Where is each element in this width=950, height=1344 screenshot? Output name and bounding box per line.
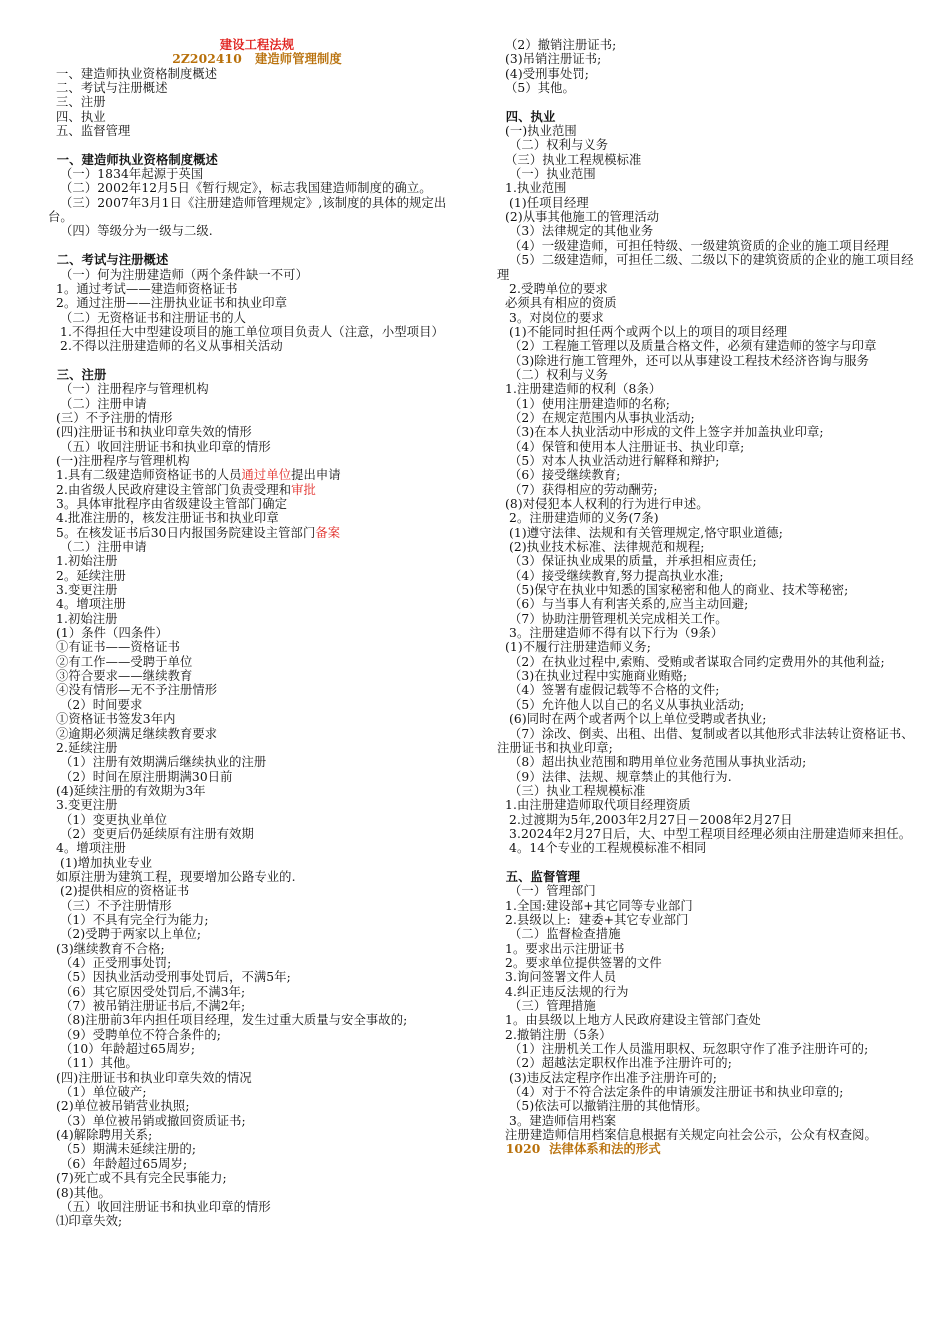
right-line: (6)同时在两个或者两个以上单位受聘或者执业; bbox=[497, 712, 767, 727]
right-line: （5)保守在执业中知悉的国家秘密和他人的商业、技术等秘密; bbox=[497, 583, 849, 598]
line-text: 5。在核发证书后30日内报国务院建设主管部门 bbox=[48, 525, 316, 540]
right-line: 2.过渡期为5年,2003年2月27日－2008年2月27日 bbox=[497, 812, 793, 827]
left-line: （一）1834年起源于英国 bbox=[48, 167, 204, 182]
highlighted-keyword: 备案 bbox=[315, 525, 341, 540]
right-line: （3)除进行施工管理外，还可以从事建设工程技术经济咨询与服务 bbox=[497, 353, 869, 368]
left-line: 1.不得担任大中型建设项目的施工单位项目负责人（注意，小型项目） bbox=[48, 324, 444, 339]
highlighted-keyword: 审批 bbox=[291, 482, 316, 497]
left-line bbox=[48, 468, 466, 482]
right-line: （二）权利与义务 bbox=[497, 138, 609, 153]
right-line: （一）管理部门 bbox=[497, 884, 596, 899]
left-line: （10）年龄超过65周岁; bbox=[48, 1042, 196, 1057]
left-line bbox=[48, 483, 466, 497]
right-line: (8)对侵犯本人权利的行为进行申述。 bbox=[497, 497, 709, 511]
left-line: (2)单位被吊销营业执照; bbox=[48, 1099, 190, 1114]
left-line: (2)提供相应的资格证书 bbox=[48, 884, 190, 899]
right-line: 2.县级以上: 建委+其它专业部门 bbox=[497, 912, 689, 927]
left-line: 一、建造师执业资格制度概述 bbox=[48, 66, 218, 81]
line-text: 1.具有二级建造师资格证书的人员 bbox=[48, 468, 242, 483]
right-line: （2）撤销注册证书; bbox=[497, 38, 617, 52]
right-line: （3)在本人执业活动中形成的文件上签字并加盖执业印章; bbox=[497, 425, 824, 440]
right-line bbox=[497, 95, 915, 109]
left-line: （五）收回注册证书和执业印章的情形 bbox=[48, 439, 271, 454]
left-line: 建设工程法规 bbox=[219, 37, 295, 52]
right-line: （三）执业工程规模标准 bbox=[497, 152, 642, 167]
right-line: 1。要求出示注册证书 bbox=[497, 941, 625, 956]
right-line: 1。由县级以上地方人民政府建设主管部门查处 bbox=[497, 1013, 761, 1028]
left-line: ②有工作——受聘于单位 bbox=[48, 654, 193, 669]
left-line: (1)增加执业专业 bbox=[48, 855, 153, 870]
left-line: （1）不具有完全行为能力; bbox=[48, 912, 209, 927]
left-line: 4.批准注册的，核发注册证书和执业印章 bbox=[48, 511, 279, 526]
right-line: （7）获得相应的劳动酬劳; bbox=[497, 482, 658, 497]
left-line: (四)注册证书和执业印章失效的情形 bbox=[48, 425, 252, 440]
left-line: （一）何为注册建造师（两个条件缺一不可） bbox=[48, 267, 308, 282]
left-line: 一、建造师执业资格制度概述 bbox=[48, 151, 218, 167]
left-line: （8)注册前3年内担任项目经理，发生过重大质量与安全事故的; bbox=[48, 1013, 408, 1028]
right-line: （5）其他。 bbox=[497, 81, 575, 96]
right-line: (一)执业范围 bbox=[497, 124, 577, 139]
left-line: 三、注册 bbox=[48, 366, 107, 382]
left-line: （2）时间要求 bbox=[48, 697, 143, 712]
right-line: 3.2024年2月27日后，大、中型工程项目经理必须由注册建造师来担任。 bbox=[497, 826, 912, 841]
right-line: 1.全国:建设部+其它同等专业部门 bbox=[497, 898, 693, 913]
left-line: ③符合要求——继续教育 bbox=[48, 669, 193, 684]
left-line: （4）正受刑事处罚; bbox=[48, 956, 172, 970]
right-line: 4。14个专业的工程规模标准不相同 bbox=[497, 841, 707, 856]
left-line: 2Z202410 建造师管理制度 bbox=[172, 51, 342, 67]
left-line bbox=[48, 138, 466, 152]
left-line: 五、监督管理 bbox=[48, 124, 131, 139]
right-line: （4）接受继续教育,努力提高执业水准; bbox=[497, 568, 724, 583]
right-line: 1.执业范围 bbox=[497, 181, 567, 196]
right-line: （1）使用注册建造师的名称; bbox=[497, 396, 670, 411]
left-line: （一）注册程序与管理机构 bbox=[48, 382, 209, 397]
left-line: 2.延续注册 bbox=[48, 740, 118, 755]
right-line: （7）涂改、倒卖、出租、出借、复制或者以其他形式非法转让资格证书、注册证书和执业印章; bbox=[497, 726, 914, 755]
right-line: 3。建造师信用档案 bbox=[497, 1113, 617, 1128]
right-line: （二）监督检查措施 bbox=[497, 927, 621, 942]
right-line: 1.由注册建造师取代项目经理资质 bbox=[497, 798, 691, 813]
left-line: （三）不予注册情形 bbox=[48, 898, 172, 913]
left-line: （6）年龄超过65周岁; bbox=[48, 1156, 188, 1171]
left-line: （5）因执业活动受刑事处罚后，不满5年; bbox=[48, 970, 291, 985]
right-line: (1)任项目经理 bbox=[497, 195, 589, 210]
right-line: 2。要求单位提供签署的文件 bbox=[497, 956, 662, 970]
right-line: （5）允许他人以自己的名义从事执业活动; bbox=[497, 697, 745, 712]
left-line: ④没有情形—无不予注册情形 bbox=[48, 683, 218, 698]
left-line: （2）变更后仍延续原有注册有效期 bbox=[48, 826, 254, 841]
right-line: 1020 法律体系和法的形式 bbox=[497, 1141, 661, 1157]
left-line: 1.初始注册 bbox=[48, 611, 118, 626]
left-line: 2。延续注册 bbox=[48, 568, 126, 583]
left-line: （11）其他。 bbox=[48, 1056, 138, 1071]
left-line: （1）注册有效期满后继续执业的注册 bbox=[48, 755, 267, 770]
left-line: (8)其他。 bbox=[48, 1185, 111, 1200]
left-line bbox=[48, 526, 466, 540]
left-line: 1.初始注册 bbox=[48, 554, 118, 569]
left-line: （9）受聘单位不符合条件的; bbox=[48, 1027, 221, 1042]
left-line: 二、考试与注册概述 bbox=[48, 252, 169, 268]
right-line: （2）超越法定职权作出准予注册许可的; bbox=[497, 1056, 732, 1071]
left-line: 2.不得以注册建造师的名义从事相关活动 bbox=[48, 339, 283, 354]
right-line: （4）一级建造师，可担任特级、一级建筑资质的企业的施工项目经理 bbox=[497, 238, 889, 253]
left-line: ②逾期必须满足继续教育要求 bbox=[48, 726, 218, 741]
left-line: (四)注册证书和执业印章失效的情况 bbox=[48, 1070, 252, 1085]
left-line: 3。具体审批程序由省级建设主管部门确定 bbox=[48, 497, 288, 511]
right-line: （5）二级建造师，可担任二级、二级以下的建筑资质的企业的施工项目经理 bbox=[497, 253, 914, 282]
left-line: (1）条件（四条件） bbox=[48, 626, 169, 641]
left-line: （6）其它原因受处罚后,不满3年; bbox=[48, 984, 246, 999]
left-line: ①有证书——资格证书 bbox=[48, 640, 181, 655]
left-line: (4)延续注册的有效期为3年 bbox=[48, 783, 206, 798]
left-line: 三、注册 bbox=[48, 95, 106, 110]
left-line: （五）收回注册证书和执业印章的情形 bbox=[48, 1199, 271, 1214]
left-line: 二、考试与注册概述 bbox=[48, 81, 168, 96]
line-text-tail: 提出申请 bbox=[291, 468, 341, 483]
left-line: (一)注册程序与管理机构 bbox=[48, 453, 190, 468]
right-line: （8）超出执业范围和聘用单位业务范围从事执业活动; bbox=[497, 755, 807, 770]
left-line: （二）无资格证书和注册证书的人 bbox=[48, 310, 246, 325]
left-line: 4。增项注册 bbox=[48, 597, 126, 612]
left-line: （5）期满未延续注册的; bbox=[48, 1142, 197, 1157]
right-line: （3）保证执业成果的质量，并承担相应责任; bbox=[497, 554, 757, 569]
right-line: （7）协助注册管理机关完成相关工作。 bbox=[497, 611, 728, 626]
line-text: 2.由省级人民政府建设主管部门负责受理和 bbox=[48, 482, 292, 497]
right-line: （6）接受继续教育; bbox=[497, 468, 621, 483]
right-line: （3）法律规定的其他业务 bbox=[497, 224, 654, 239]
left-line: （二）注册申请 bbox=[48, 396, 147, 411]
left-line: （3）单位被吊销或撤回资质证书; bbox=[48, 1113, 246, 1128]
right-column bbox=[497, 38, 915, 1157]
left-line: （三）2007年3月1日《注册建造师管理规定》,该制度的具体的规定出台。 bbox=[48, 195, 447, 225]
right-line: (4)受刑事处罚; bbox=[497, 66, 589, 81]
left-line: （1）单位破产; bbox=[48, 1085, 147, 1100]
right-line: （4）保管和使用本人注册证书、执业印章; bbox=[497, 439, 745, 454]
left-line: (4)解除聘用关系; bbox=[48, 1128, 153, 1143]
right-line: 五、监督管理 bbox=[497, 868, 581, 884]
right-line: 3。对岗位的要求 bbox=[497, 310, 604, 325]
right-line: (1)遵守法律、法规和有关管理规定,恪守职业道德; bbox=[497, 525, 783, 540]
right-line: 3。注册建造师不得有以下行为（9条） bbox=[497, 626, 724, 641]
left-line: 4。增项注册 bbox=[48, 841, 126, 856]
highlighted-keyword: 通过单位 bbox=[241, 468, 292, 483]
left-line: 3.变更注册 bbox=[48, 583, 118, 598]
right-line: 必须具有相应的资质 bbox=[497, 296, 617, 311]
right-line: （4）对于不符合法定条件的申请颁发注册证书和执业印章的; bbox=[497, 1085, 844, 1100]
right-line: 2.撤销注册（5条） bbox=[497, 1027, 612, 1042]
left-column bbox=[48, 38, 466, 1229]
left-line: （2)受聘于两家以上单位; bbox=[48, 927, 202, 942]
right-line: 2。注册建造师的义务(7条) bbox=[497, 511, 659, 526]
right-line: (1)不能同时担任两个或两个以上的项目的项目经理 bbox=[497, 324, 788, 339]
right-line: 1.注册建造师的权利（8条） bbox=[497, 382, 662, 397]
left-line: (三）不予注册的情形 bbox=[48, 410, 173, 425]
right-line: （二）权利与义务 bbox=[497, 367, 609, 382]
left-line: （二）2002年12月5日《暂行规定》，标志我国建造师制度的确立。 bbox=[48, 181, 432, 196]
right-line: 3.询问签署文件人员 bbox=[497, 970, 617, 985]
right-line: (2)执业技术标准、法律规范和规程; bbox=[497, 540, 705, 555]
right-line: （2）在执业过程中,索贿、受贿或者谋取合同约定费用外的其他利益; bbox=[497, 654, 885, 669]
right-line: （三）执业工程规模标准 bbox=[497, 783, 646, 798]
right-line: (2)从事其他施工的管理活动 bbox=[497, 210, 660, 225]
left-line: (3)继续教育不合格; bbox=[48, 941, 165, 956]
right-line: 注册建造师信用档案信息根据有关规定向社会公示，公众有权查阅。 bbox=[497, 1128, 877, 1143]
right-line: (3)吊销注册证书; bbox=[497, 52, 602, 67]
right-line: (3)违反法定程序作出准予注册许可的; bbox=[497, 1070, 717, 1085]
right-line: 四、执业 bbox=[497, 108, 556, 124]
right-line: （5)依法可以撤销注册的其他情形。 bbox=[497, 1099, 708, 1114]
left-line: （1）变更执业单位 bbox=[48, 812, 168, 827]
left-line: 如原注册为建筑工程，现要增加公路专业的. bbox=[48, 869, 296, 884]
right-line: (1)不履行注册建造师义务; bbox=[497, 640, 651, 655]
left-line: ①资格证书签发3年内 bbox=[48, 712, 176, 727]
left-line bbox=[48, 239, 466, 253]
right-line: （一）执业范围 bbox=[497, 167, 596, 182]
left-line: （2）时间在原注册期满30日前 bbox=[48, 769, 233, 784]
right-line: （3)在执业过程中实施商业贿赂; bbox=[497, 669, 688, 684]
right-line: （4）签署有虚假记载等不合格的文件; bbox=[497, 683, 720, 698]
right-line: （2）工程施工管理以及质量合格文件，必须有建造师的签字与印章 bbox=[497, 339, 877, 354]
right-line: 4.纠正违反法规的行为 bbox=[497, 984, 629, 999]
left-line: （二）注册申请 bbox=[48, 540, 147, 555]
right-line bbox=[497, 856, 915, 870]
left-line: （四）等级分为一级与二级. bbox=[48, 224, 213, 239]
right-line: 2.受聘单位的要求 bbox=[497, 281, 608, 296]
right-line: （9）法律、法规、规章禁止的其他行为. bbox=[497, 769, 732, 784]
left-line: (7)死亡或不具有完全民事能力; bbox=[48, 1171, 227, 1186]
right-line: （1）注册机关工作人员滥用职权、玩忽职守作了准予注册许可的; bbox=[497, 1042, 869, 1057]
right-line: （2）在规定范围内从事执业活动; bbox=[497, 410, 695, 425]
left-line bbox=[48, 354, 466, 368]
left-line: 1。通过考试——建造师资格证书 bbox=[48, 281, 238, 296]
left-line: 四、执业 bbox=[48, 109, 106, 124]
left-line: 3.变更注册 bbox=[48, 798, 118, 813]
right-line: （6）与当事人有利害关系的,应当主动回避; bbox=[497, 597, 749, 612]
right-line: （5）对本人执业活动进行解释和辩护; bbox=[497, 453, 720, 468]
left-line: ⑴印章失效; bbox=[48, 1214, 123, 1229]
right-line: （三）管理措施 bbox=[497, 999, 596, 1014]
left-line: 2。通过注册——注册执业证书和执业印章 bbox=[48, 296, 288, 311]
left-line: （7）被吊销注册证书后,不满2年; bbox=[48, 999, 246, 1014]
